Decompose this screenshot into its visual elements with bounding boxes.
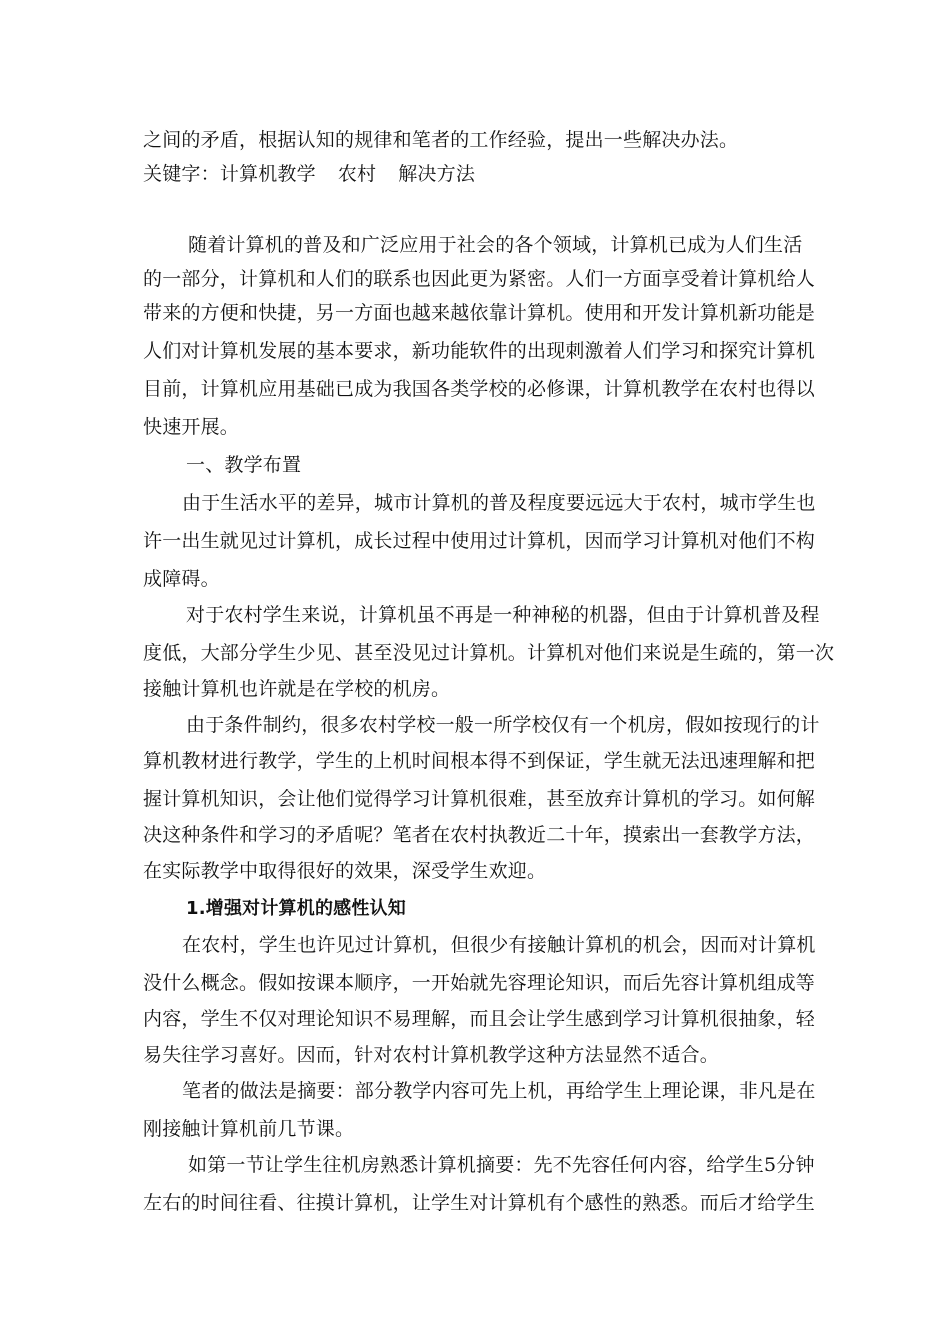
paragraph-line: 如第一节让学生往机房熟悉计算机摘要：先不先容任何内容，给学生5分钟	[188, 1154, 815, 1176]
paragraph-line: 在农村，学生也许见过计算机，但很少有接触计算机的机会，因而对计算机	[182, 934, 816, 956]
paragraph-line: 易失往学习喜好。因而，针对农村计算机教学这种方法显然不适合。	[143, 1044, 720, 1066]
paragraph-line: 之间的矛盾，根据认知的规律和笔者的工作经验，提出一些解决办法。	[143, 129, 739, 151]
keyword-item: 解决方法	[398, 163, 476, 185]
paragraph-line: 的一部分，计算机和人们的联系也因此更为紧密。人们一方面享受着计算机给人	[143, 268, 816, 290]
paragraph-line: 许一出生就见过计算机，成长过程中使用过计算机，因而学习计算机对他们不构	[143, 530, 816, 552]
paragraph-line: 目前，计算机应用基础已成为我国各类学校的必修课，计算机教学在农村也得以	[143, 378, 816, 400]
paragraph-line: 对于农村学生来说，计算机虽不再是一种神秘的机器，但由于计算机普及程	[186, 604, 820, 626]
section-heading: 一、教学布置	[186, 454, 302, 476]
paragraph-line: 由于条件制约，很多农村学校一般一所学校仅有一个机房，假如按现行的计	[186, 714, 820, 736]
keyword-item: 农村	[337, 163, 377, 185]
subsection-heading: 1.增强对计算机的感性认知	[186, 898, 406, 919]
paragraph-line: 左右的时间往看、往摸计算机，让学生对计算机有个感性的熟悉。而后才给学生	[143, 1192, 816, 1214]
paragraph-line: 随着计算机的普及和广泛应用于社会的各个领域，计算机已成为人们生活	[188, 234, 803, 256]
keywords-label: 关键字：	[143, 163, 220, 185]
paragraph-line: 快速开展。	[143, 416, 240, 438]
keyword-item: 计算机教学	[219, 163, 316, 185]
paragraph-line: 带来的方便和快捷，另一方面也越来越依靠计算机。使用和开发计算机新功能是	[143, 302, 816, 324]
paragraph-line: 算机教材进行教学，学生的上机时间根本得不到保证，学生就无法迅速理解和把	[143, 750, 816, 772]
paragraph-line: 成障碍。	[143, 568, 220, 590]
paragraph-line: 握计算机知识，会让他们觉得学习计算机很难，甚至放弃计算机的学习。如何解	[143, 788, 816, 810]
paragraph-line: 刚接触计算机前几节课。	[143, 1118, 355, 1140]
paragraph-line: 在实际教学中取得很好的效果，深受学生欢迎。	[143, 860, 547, 882]
paragraph-line: 内容，学生不仅对理论知识不易理解，而且会让学生感到学习计算机很抽象，轻	[143, 1008, 816, 1030]
paragraph-line: 笔者的做法是摘要：部分教学内容可先上机，再给学生上理论课，非凡是在	[182, 1080, 816, 1102]
paragraph-line: 人们对计算机发展的基本要求，新功能软件的出现刺激着人们学习和探究计算机	[143, 340, 816, 362]
paragraph-line: 没什么概念。假如按课本顺序，一开始就先容理论知识，而后先容计算机组成等	[143, 972, 816, 994]
keywords-line	[143, 161, 823, 187]
paragraph-line: 接触计算机也许就是在学校的机房。	[143, 678, 451, 700]
paragraph-line: 度低，大部分学生少见、甚至没见过计算机。计算机对他们来说是生疏的，第一次	[143, 642, 835, 664]
paragraph-line: 由于生活水平的差异，城市计算机的普及程度要远远大于农村，城市学生也	[182, 492, 816, 514]
paragraph-line: 决这种条件和学习的矛盾呢？笔者在农村执教近二十年，摸索出一套教学方法，	[143, 824, 816, 846]
